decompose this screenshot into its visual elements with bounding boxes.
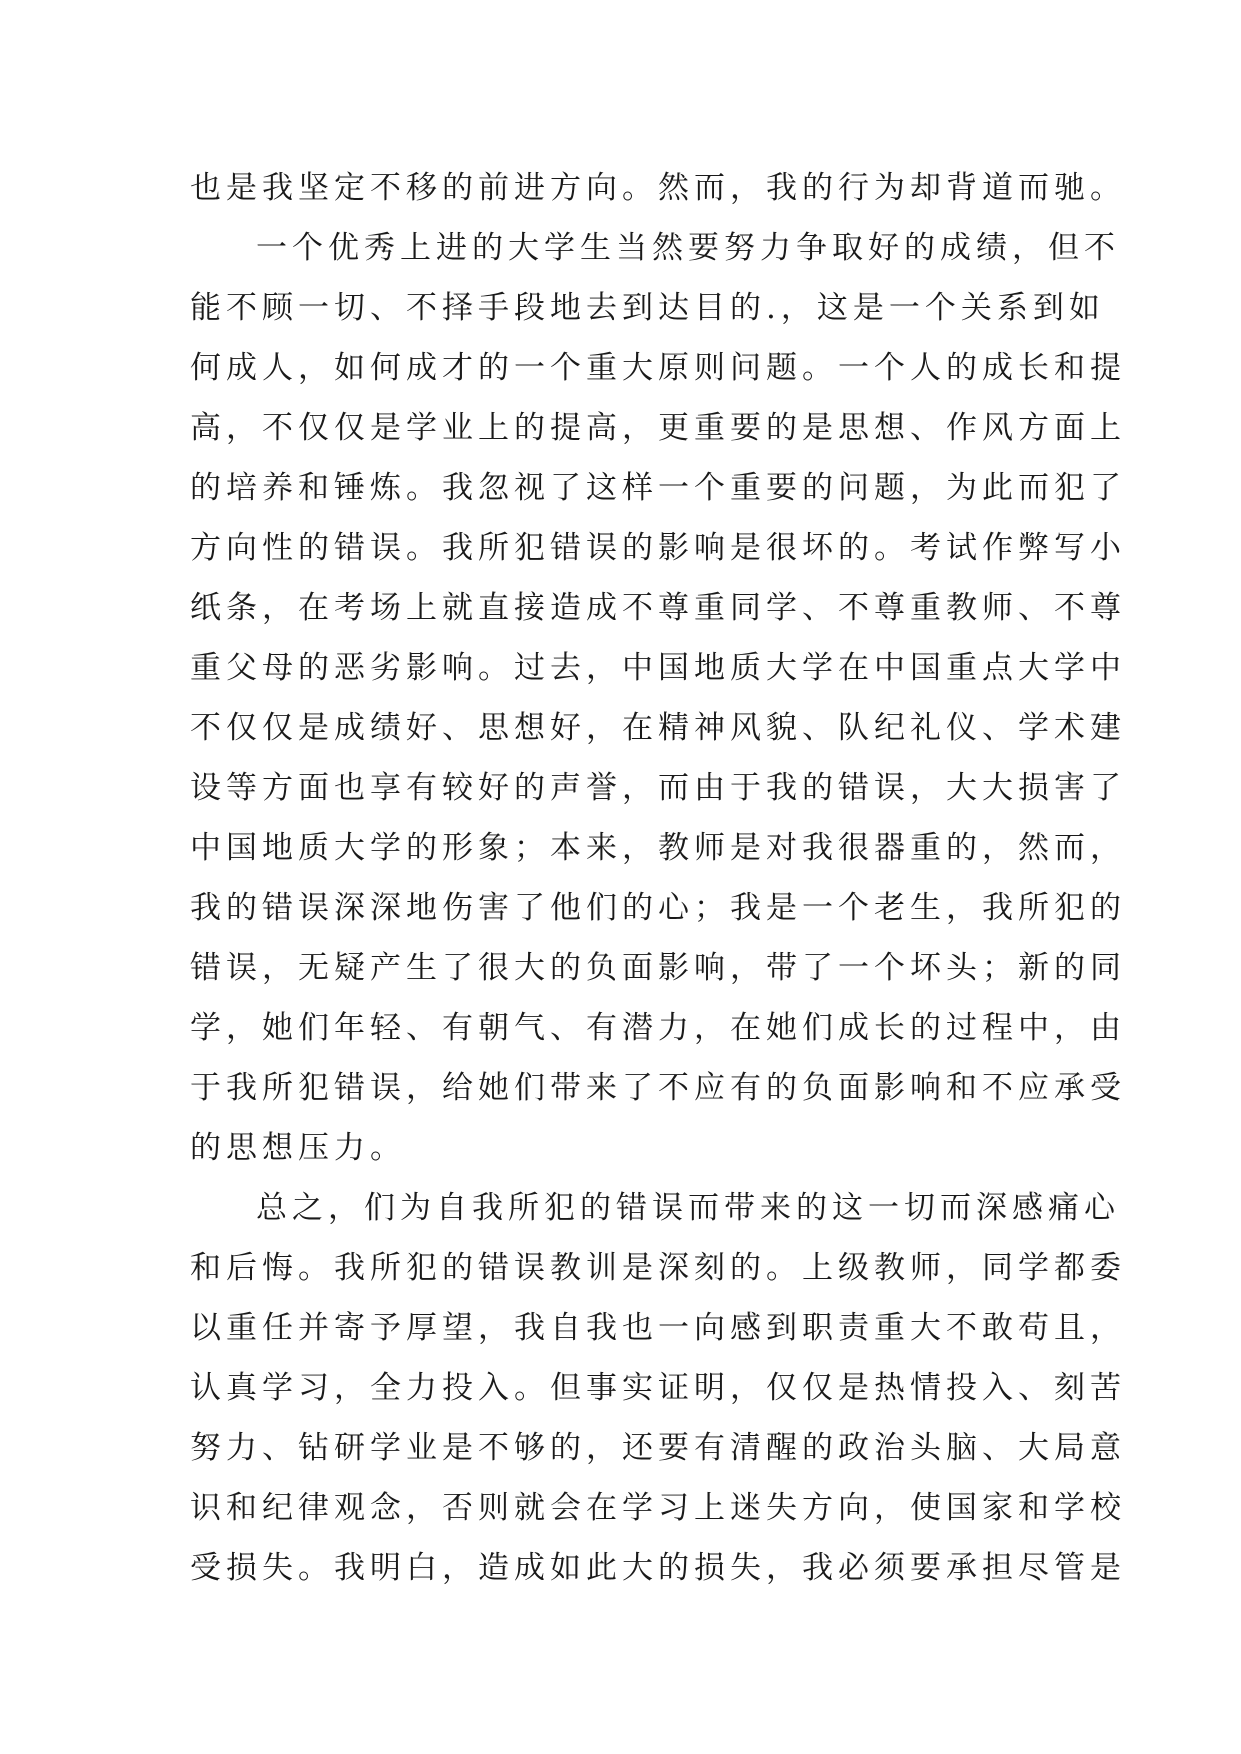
- paragraph-start-line: 总之，们为自我所犯的错误而带来的这一切而深感痛心: [256, 1190, 1120, 1226]
- text-line-19: 和后悔。我所犯的错误教训是深刻的。上级教师，同学都委: [190, 1250, 1126, 1286]
- text-line-11: 设等方面也享有较好的声誉，而由于我的错误，大大损害了: [190, 770, 1126, 806]
- text-line-24: 受损失。我明白，造成如此大的损失，我必须要承担尽管是: [190, 1550, 1126, 1586]
- paragraph-start-line: 一个优秀上进的大学生当然要努力争取好的成绩，但不: [256, 230, 1120, 266]
- text-line-15: 学，她们年轻、有朝气、有潜力，在她们成长的过程中，由: [190, 1010, 1126, 1046]
- text-line-22: 努力、钻研学业是不够的，还要有清醒的政治头脑、大局意: [190, 1430, 1126, 1466]
- text-line-5: 高，不仅仅是学业上的提高，更重要的是思想、作风方面上: [190, 410, 1126, 446]
- text-line-8: 纸条，在考场上就直接造成不尊重同学、不尊重教师、不尊: [190, 590, 1126, 626]
- text-line-23: 识和纪律观念，否则就会在学习上迷失方向，使国家和学校: [190, 1490, 1126, 1526]
- text-line-10: 不仅仅是成绩好、思想好，在精神风貌、队纪礼仪、学术建: [190, 710, 1126, 746]
- text-line-14: 错误，无疑产生了很大的负面影响，带了一个坏头；新的同: [190, 950, 1126, 986]
- text-line-9: 重父母的恶劣影响。过去，中国地质大学在中国重点大学中: [190, 650, 1126, 686]
- text-line-3: 能不顾一切、不择手段地去到达目的.，这是一个关系到如: [190, 290, 1105, 326]
- text-line-7: 方向性的错误。我所犯错误的影响是很坏的。考试作弊写小: [190, 530, 1126, 566]
- text-line-13: 我的错误深深地伤害了他们的心；我是一个老生，我所犯的: [190, 890, 1126, 926]
- text-line-16: 于我所犯错误，给她们带来了不应有的负面影响和不应承受: [190, 1070, 1126, 1106]
- text-line-1: 也是我坚定不移的前进方向。然而，我的行为却背道而驰。: [190, 170, 1126, 206]
- document-body: [190, 158, 1126, 1598]
- paragraph-end-line: 的思想压力。: [190, 1130, 406, 1166]
- text-line-4: 何成人，如何成才的一个重大原则问题。一个人的成长和提: [190, 350, 1126, 386]
- text-line-12: 中国地质大学的形象；本来，教师是对我很器重的，然而，: [190, 830, 1126, 866]
- text-line-6: 的培养和锤炼。我忽视了这样一个重要的问题，为此而犯了: [190, 470, 1126, 506]
- text-line-20: 以重任并寄予厚望，我自我也一向感到职责重大不敢苟且，: [190, 1310, 1126, 1346]
- text-line-21: 认真学习，全力投入。但事实证明，仅仅是热情投入、刻苦: [190, 1370, 1126, 1406]
